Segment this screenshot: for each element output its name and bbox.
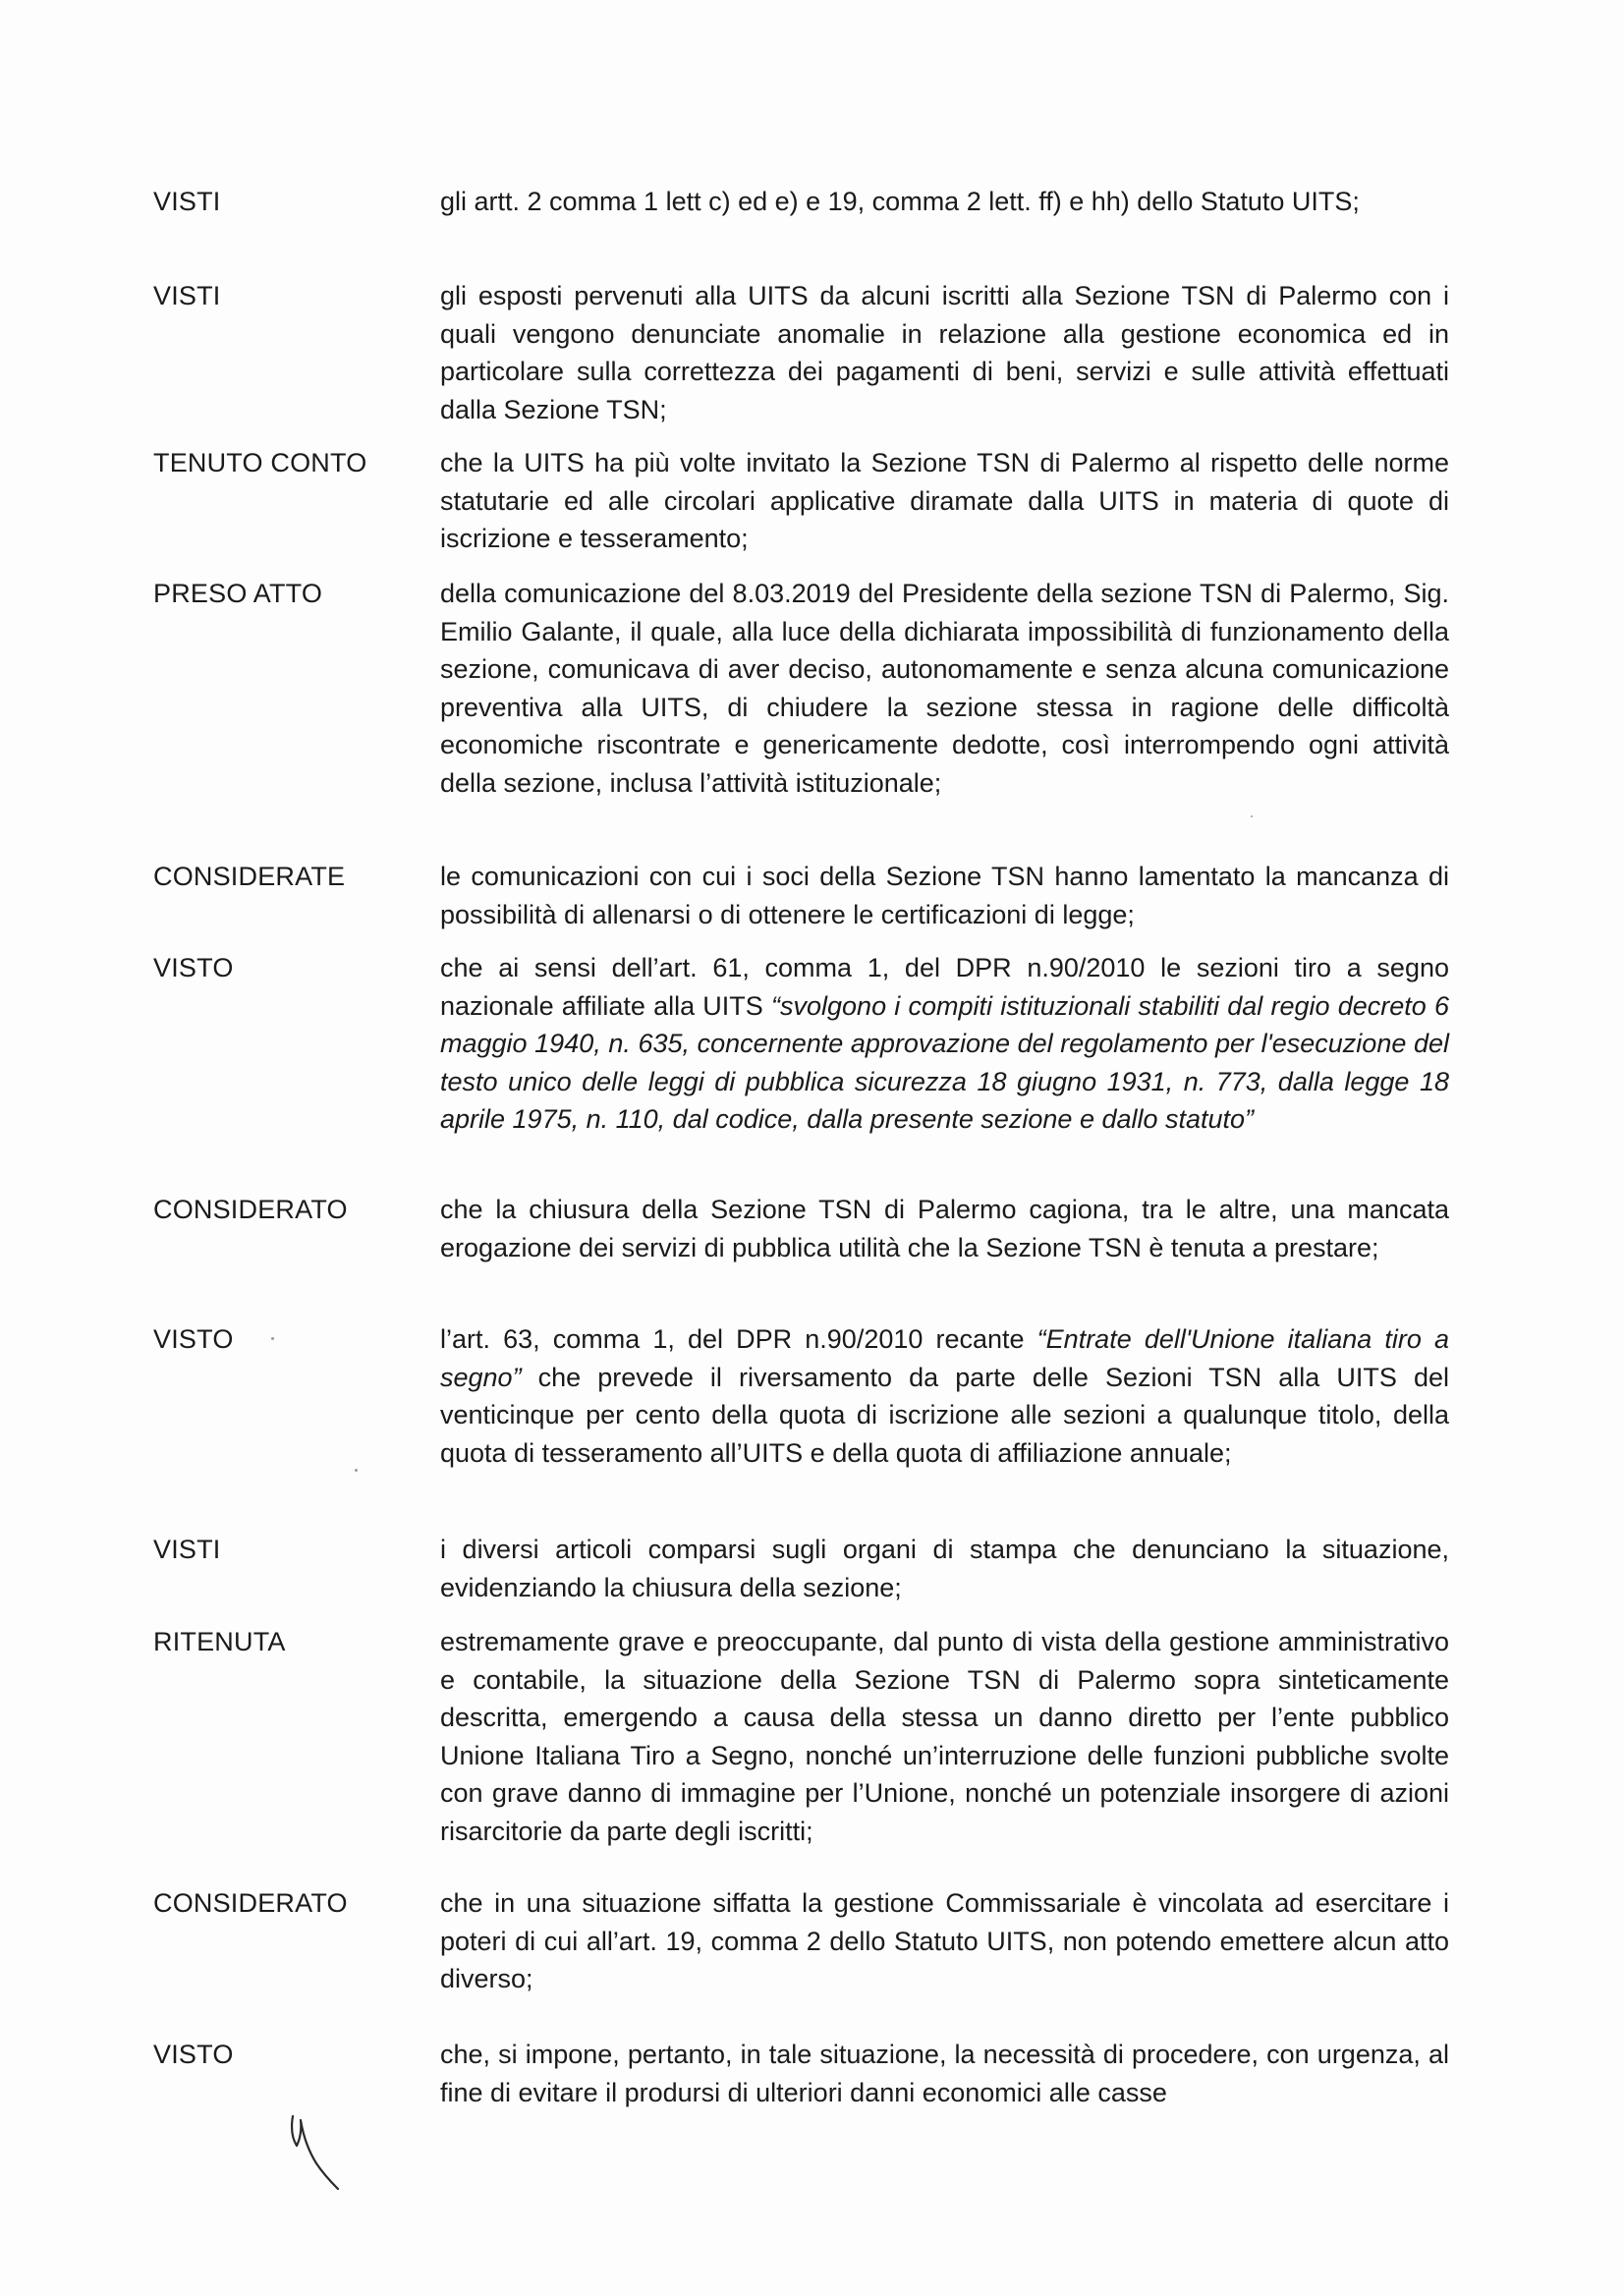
recital-quote: “svolgono i compiti istituzionali stabiliti dal regio decreto 6 maggio 1940, n. 635, concernente approvazione del regolamento per l'esecuzione del testo unico delle leggi di pubblica sicurezza 18 giugno 1931, n. 773, dalla legge 18 aprile 1975, n. 110, dal codice, dalla presente sezione e dallo statuto” <box>440 990 1449 1135</box>
scan-speck <box>1251 815 1253 817</box>
recital-text-part: che, si impone, pertanto, in tale situazione, la necessità di procedere, con urgenza, al fine di evitare il prodursi di ulteriori danni economici alle casse <box>440 2040 1449 2107</box>
recital-text-part: gli artt. 2 comma 1 lett c) ed e) e 19, comma 2 lett. ff) e hh) dello Statuto UITS; <box>440 187 1360 216</box>
recital-label: CONSIDERATO <box>153 1888 348 1918</box>
recital-label: VISTO <box>153 1324 234 1354</box>
recital-text-part: estremamente grave e preoccupante, dal punto di vista della gestione amministrativo e contabile, la situazione della Sezione TSN di Palermo sopra sinteticamente descritta, emergendo a causa della stessa un danno diretto per l’ente pubblico Unione Italiana Tiro a Segno, nonché un’interruzione delle funzioni pubbliche svolte con grave danno di immagine per l’Unione, nonché un potenziale insorgere di azioni risarcitorie da parte degli iscritti; <box>440 1627 1449 1846</box>
recital-label: VISTO <box>153 2040 234 2069</box>
recital-text <box>440 1623 1449 1851</box>
recital-label: TENUTO CONTO <box>153 448 367 477</box>
scan-speck <box>355 1469 358 1472</box>
handwritten-initial <box>287 2102 356 2191</box>
recital-text <box>440 1884 1449 1998</box>
recital-text-part: che in una situazione siffatta la gestione Commissariale è vincolata ad esercitare i poteri di cui all’art. 19, comma 2 dello Statuto UITS, non potendo emettere alcun atto diverso; <box>440 1888 1449 1994</box>
recital-label: VISTO <box>153 953 234 982</box>
recital-quote: “Entrate dell'Unione italiana tiro a segno” <box>440 1324 1449 1392</box>
recital-text-part: i diversi articoli comparsi sugli organi di stampa che denunciano la situazione, evidenziando la chiusura della sezione; <box>440 1535 1449 1602</box>
recital-text-part: che ai sensi dell’art. 61, comma 1, del DPR n.90/2010 le sezioni tiro a segno nazionale affiliate alla UITS <box>440 953 1449 1021</box>
recital-text-part: della comunicazione del 8.03.2019 del Presidente della sezione TSN di Palermo, Sig. Emilio Galante, il quale, alla luce della dichiarata impossibilità di funzionamento della sezione, comunicava di aver deciso, autonomamente e senza alcuna comunicazione preventiva alla UITS, di chiudere la sezione stessa in ragione delle difficoltà economiche riscontrate e genericamente dedotte, così interrompendo ogni attività della sezione, inclusa l’attività istituzionale; <box>440 579 1449 798</box>
recital-text-part: l’art. 63, comma 1, del DPR n.90/2010 recante <box>440 1324 1037 1354</box>
recital-text <box>440 444 1449 558</box>
recital-label: CONSIDERATO <box>153 1195 348 1224</box>
recital-text-part: che la chiusura della Sezione TSN di Palermo cagiona, tra le altre, una mancata erogazione dei servizi di pubblica utilità che la Sezione TSN è tenuta a prestare; <box>440 1195 1449 1262</box>
recital-label: VISTI <box>153 1535 221 1564</box>
recital-text-part: che la UITS ha più volte invitato la Sezione TSN di Palermo al rispetto delle norme statutarie ed alle circolari applicative diramate dalla UITS in materia di quote di iscrizione e tesseramento; <box>440 448 1449 554</box>
recital-label: PRESO ATTO <box>153 579 323 608</box>
recital-text <box>440 858 1449 933</box>
recital-text <box>440 1191 1449 1266</box>
recital-text <box>440 1531 1449 1606</box>
scan-speck <box>271 1337 274 1340</box>
recital-label: VISTI <box>153 187 221 216</box>
recital-text <box>440 277 1449 428</box>
recital-label: VISTI <box>153 281 221 310</box>
recital-text-part: le comunicazioni con cui i soci della Sezione TSN hanno lamentato la mancanza di possibilità di allenarsi o di ottenere le certificazioni di legge; <box>440 862 1449 929</box>
recital-text <box>440 575 1449 803</box>
recital-label: RITENUTA <box>153 1627 286 1656</box>
recital-text-part: gli esposti pervenuti alla UITS da alcuni iscritti alla Sezione TSN di Palermo con i quali vengono denunciate anomalie in relazione alla gestione economica ed in particolare sulla correttezza dei pagamenti di beni, servizi e sulle attività effettuati dalla Sezione TSN; <box>440 281 1449 424</box>
recital-text <box>440 1320 1449 1472</box>
recital-text <box>440 949 1449 1139</box>
recital-text <box>440 183 1449 221</box>
recital-text <box>440 2036 1449 2111</box>
recital-text-part: che prevede il riversamento da parte delle Sezioni TSN alla UITS del venticinque per cento della quota di iscrizione alle sezioni a qualunque titolo, della quota di tesseramento all’UITS e della quota di affiliazione annuale; <box>440 1362 1449 1468</box>
recital-label: CONSIDERATE <box>153 862 346 891</box>
